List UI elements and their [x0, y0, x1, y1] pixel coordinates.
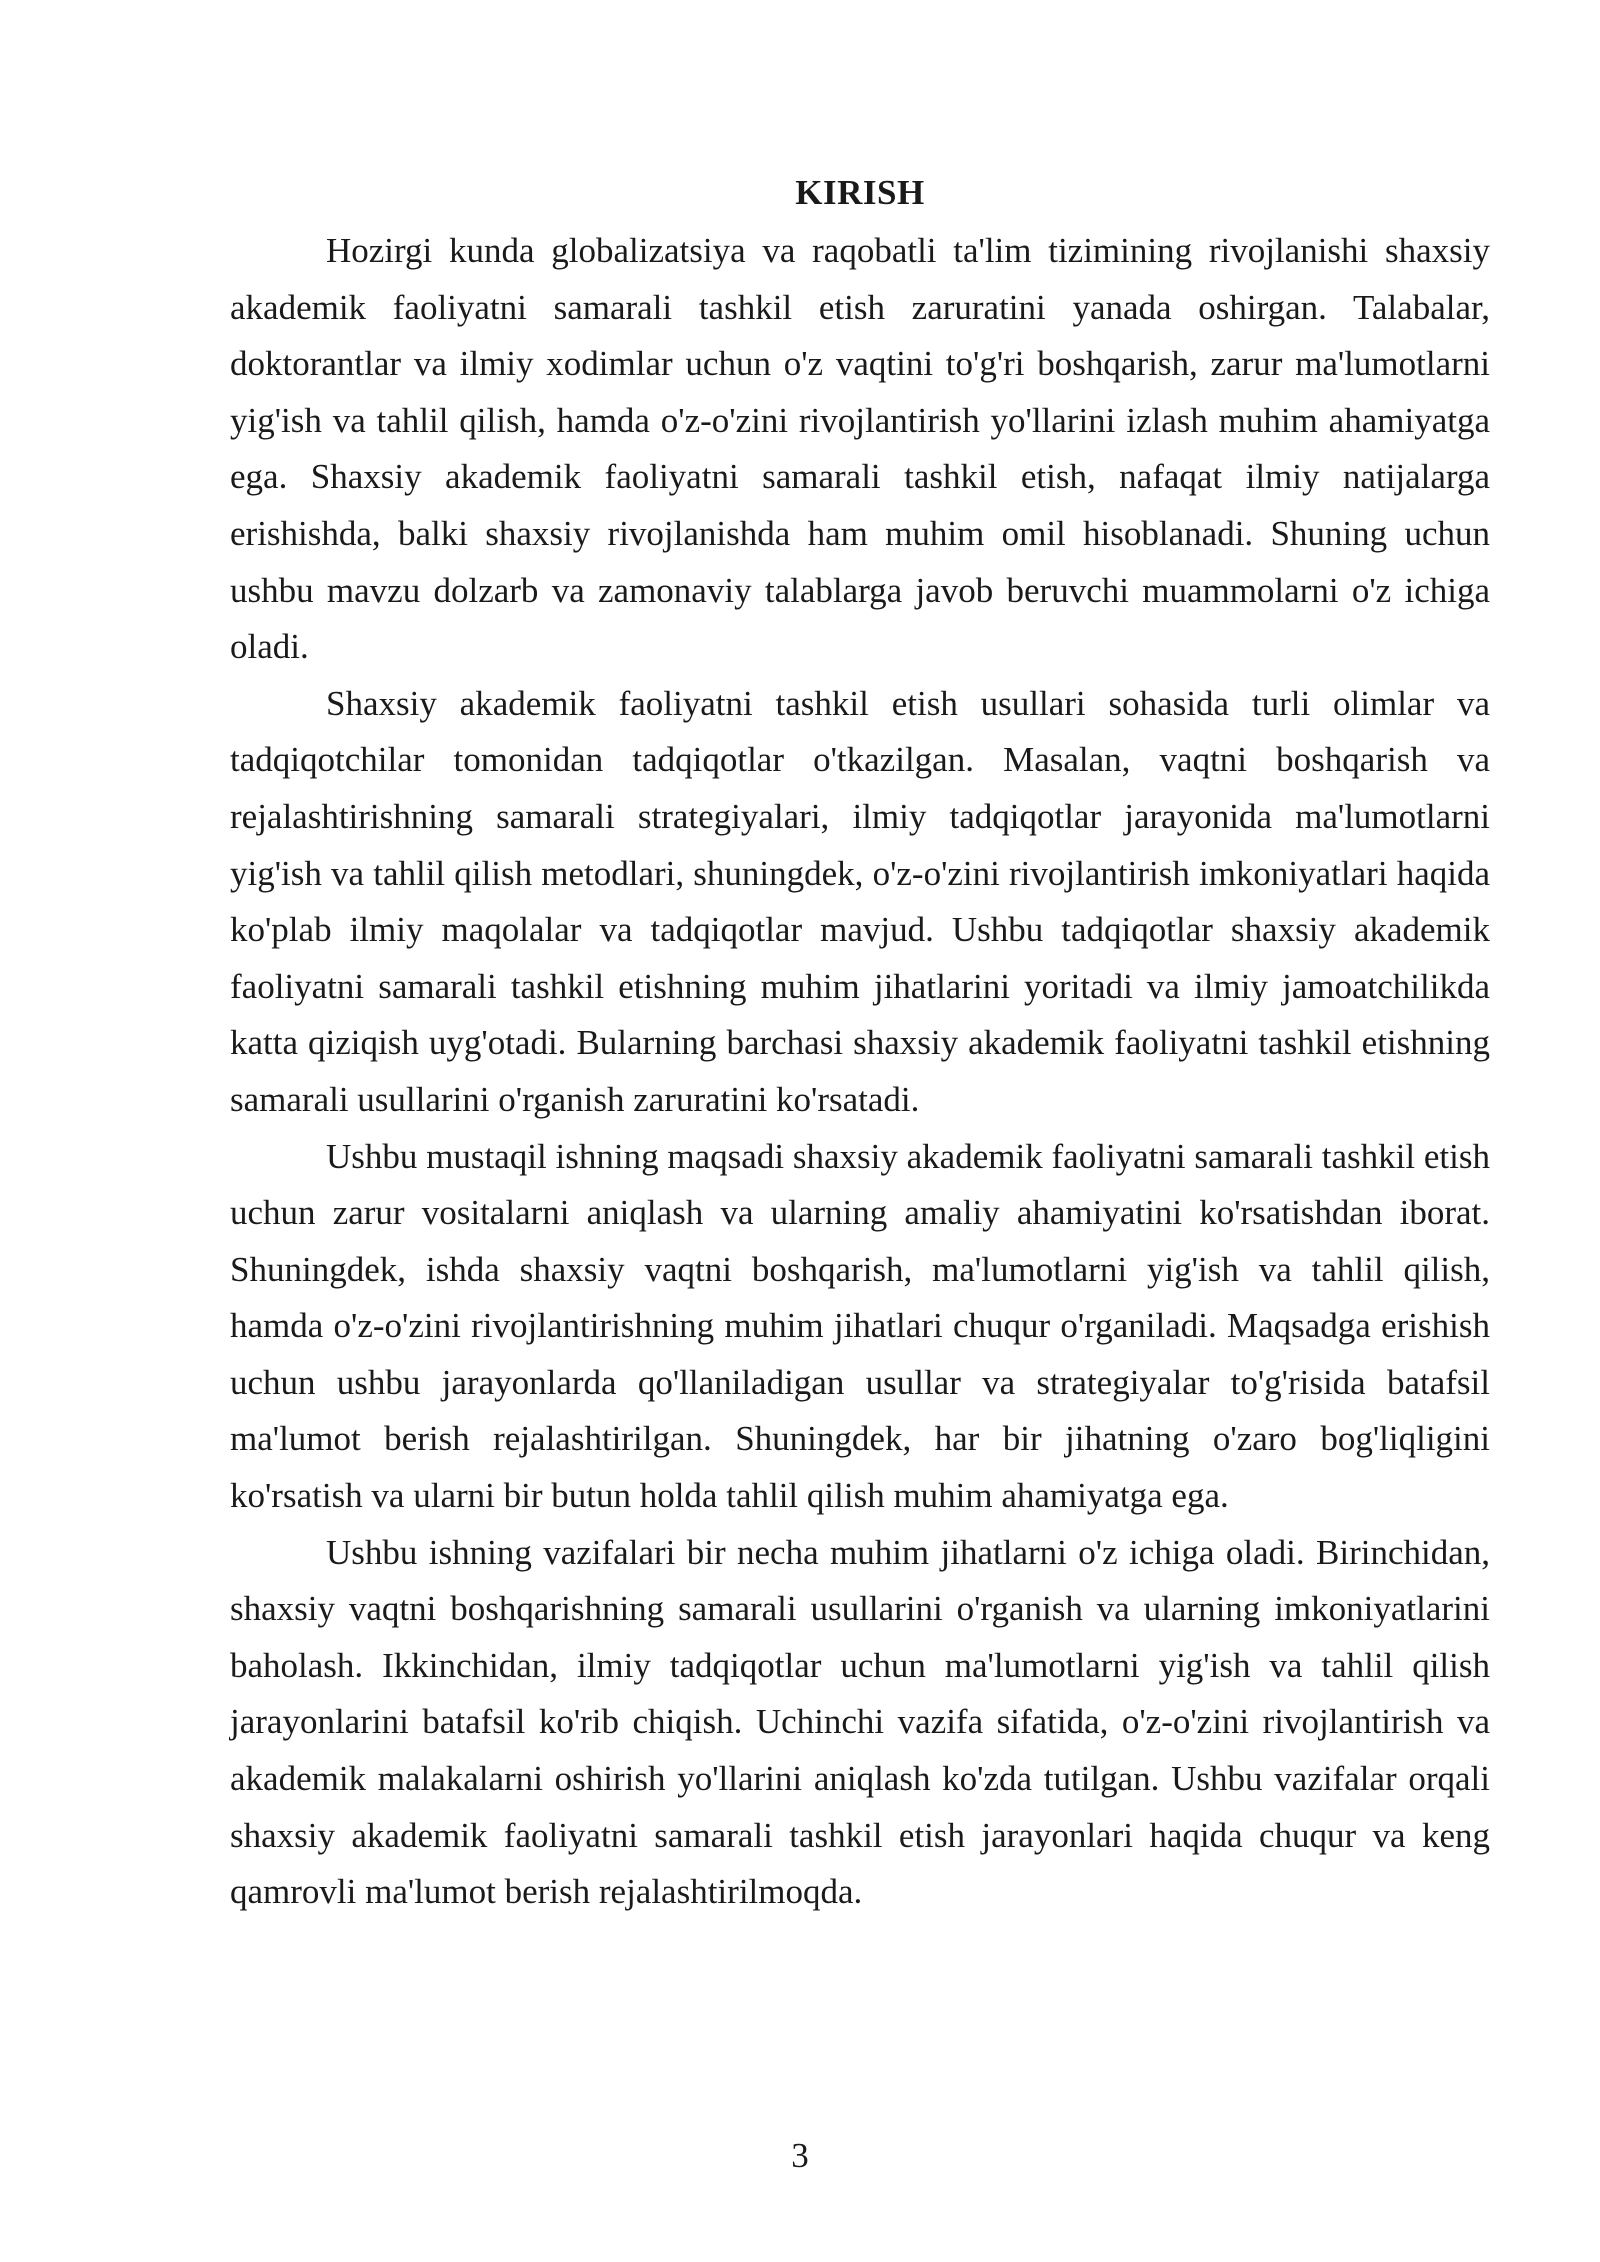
- body-paragraph: Hozirgi kunda globalizatsiya va raqobatli ta'lim tizimining rivojlanishi shaxsiy akademik faoliyatni samarali tashkil etish zaruratini yanada oshirgan. Talabalar, doktorantlar va ilmiy xodimlar uchun o'z vaqtini to'g'ri boshqarish, zarur ma'lumotlarni yig'ish va tahlil qilish, hamda o'z-o'zini rivojlantirish yo'llarini izlash muhim ahamiyatga ega. Shaxsiy akademik faoliyatni samarali tashkil etish, nafaqat ilmiy natijalarga erishishda, balki shaxsiy rivojlanishda ham muhim omil hisoblanadi. Shuning uchun ushbu mavzu dolzarb va zamonaviy talablarga javob beruvchi muammolarni o'z ichiga oladi.: [230, 231, 1490, 667]
- body-paragraph: Ushbu ishning vazifalari bir necha muhim jihatlarni o'z ichiga oladi. Birinchidan, shaxsiy vaqtni boshqarishning samarali usullarini o'rganish va ularning imkoniyatlarini baholash. Ikkinchidan, ilmiy tadqiqotlar uchun ma'lumotlarni yig'ish va tahlil qilish jarayonlarini batafsil ko'rib chiqish. Uchinchi vazifa sifatida, o'z-o'zini rivojlantirish va akademik malakalarni oshirish yo'llarini aniqlash ko'zda tutilgan. Ushbu vazifalar orqali shaxsiy akademik faoliyatni samarali tashkil etish jarayonlari haqida chuqur va keng qamrovli ma'lumot berish rejalashtirilmoqda.: [230, 1532, 1490, 1912]
- page-content: [230, 165, 1490, 1921]
- body-paragraph: Shaxsiy akademik faoliyatni tashkil etish usullari sohasida turli olimlar va tadqiqotchilar tomonidan tadqiqotlar o'tkazilgan. Masalan, vaqtni boshqarish va rejalashtirishning samarali strategiyalari, ilmiy tadqiqotlar jarayonida ma'lumotlarni yig'ish va tahlil qilish metodlari, shuningdek, o'z-o'zini rivojlantirish imkoniyatlari haqida ko'plab ilmiy maqolalar va tadqiqotlar mavjud. Ushbu tadqiqotlar shaxsiy akademik faoliyatni samarali tashkil etishning muhim jihatlarini yoritadi va ilmiy jamoatchilikda katta qiziqish uyg'otadi. Bularning barchasi shaxsiy akademik faoliyatni tashkil etishning samarali usullarini o'rganish zaruratini ko'rsatadi.: [230, 683, 1490, 1119]
- body-paragraph: Ushbu mustaqil ishning maqsadi shaxsiy akademik faoliyatni samarali tashkil etish uchun zarur vositalarni aniqlash va ularning amaliy ahamiyatini ko'rsatishdan iborat. Shuningdek, ishda shaxsiy vaqtni boshqarish, ma'lumotlarni yig'ish va tahlil qilish, hamda o'z-o'zini rivojlantirishning muhim jihatlari chuqur o'rganiladi. Maqsadga erishish uchun ushbu jarayonlarda qo'llaniladigan usullar va strategiyalar to'g'risida batafsil ma'lumot berish rejalashtirilgan. Shuningdek, har bir jihatning o'zaro bog'liqligini ko'rsatish va ularni bir butun holda tahlil qilish muhim ahamiyatga ega.: [230, 1136, 1490, 1516]
- section-title: KIRISH: [795, 173, 925, 212]
- page-number: 3: [791, 2136, 809, 2175]
